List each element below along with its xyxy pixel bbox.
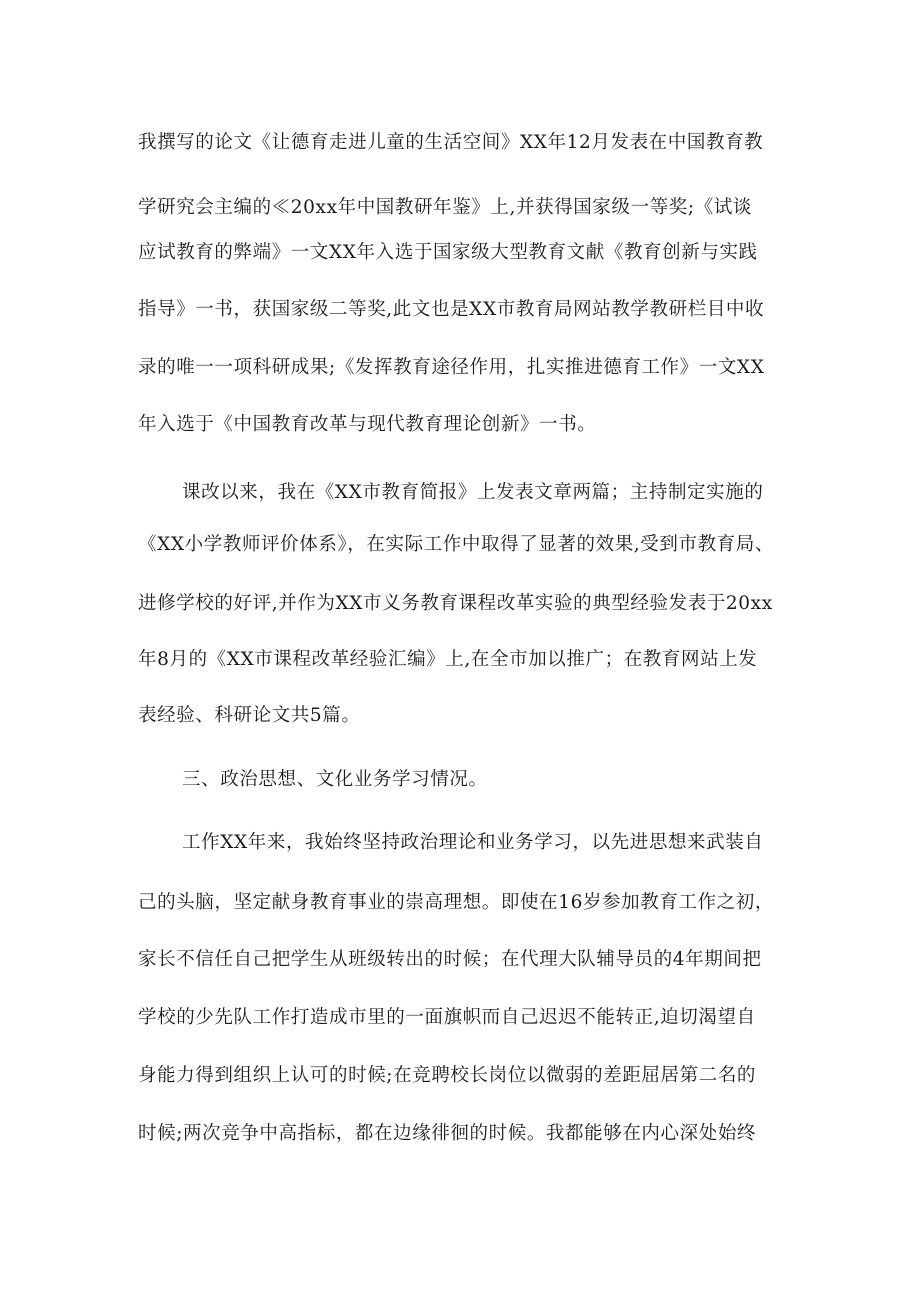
paragraph-3-line: 身能力得到组织上认可的时候;在竞聘校长岗位以微弱的差距屈居第二名的 (138, 1065, 757, 1086)
paragraph-2-line: 年8月的《XX市课程改革经验汇编》上,在全市加以推广；在教育网站上发 (138, 649, 758, 670)
paragraph-3-line: 己的头脑，坚定献身教育事业的崇高理想。即使在16岁参加教育工作之初， (138, 892, 774, 913)
paragraph-2-line: 进修学校的好评,并作为XX市义务教育课程改革实验的典型经验发表于20xx (138, 593, 773, 614)
paragraph-2-line: 《XX小学教师评价体系》，在实际工作中取得了显著的效果,受到市教育局、 (138, 534, 774, 555)
paragraph-3-line: 时候;两次竞争中高指标，都在边缘徘徊的时候。我都能够在内心深处始终 (138, 1123, 757, 1144)
paragraph-1-line: 指导》一书，获国家级二等奖,此文也是XX市教育局网站教学教研栏目中收 (138, 299, 765, 320)
paragraph-1-line: 应试教育的弊端》一文XX年入选于国家级大型教育文献《教育创新与实践 (138, 242, 758, 263)
paragraph-1-line: 录的唯一一项科研成果;《发挥教育途径作用，扎实推进德育工作》一文XX (138, 357, 765, 378)
paragraph-2-line: 表经验、科研论文共5篇。 (138, 705, 361, 726)
paragraph-3-line: 工作XX年来，我始终坚持政治理论和业务学习，以先进思想来武装自 (182, 832, 764, 853)
paragraph-3-line: 家长不信任自己把学生从班级转出的时候；在代理大队辅导员的4年期间把 (138, 949, 762, 970)
paragraph-2-line: 课改以来，我在《XX市教育简报》上发表文章两篇；主持制定实施的 (182, 482, 764, 503)
section-heading: 三、政治思想、文化业务学习情况。 (182, 769, 488, 790)
paragraph-1-line: 学研究会主编的≪20xx年中国教研年鉴》上,并获得国家级一等奖;《试谈 (138, 197, 753, 218)
paragraph-3-line: 学校的少先队工作打造成市里的一面旗帜而自己迟迟不能转正,迫切渴望自 (138, 1007, 756, 1028)
paragraph-1-line: 年入选于《中国教育改革与现代教育理论创新》一书。 (138, 414, 597, 435)
paragraph-1-line: 我撰写的论文《让德育走进儿童的生活空间》XX年12月发表在中国教育教 (138, 132, 764, 153)
